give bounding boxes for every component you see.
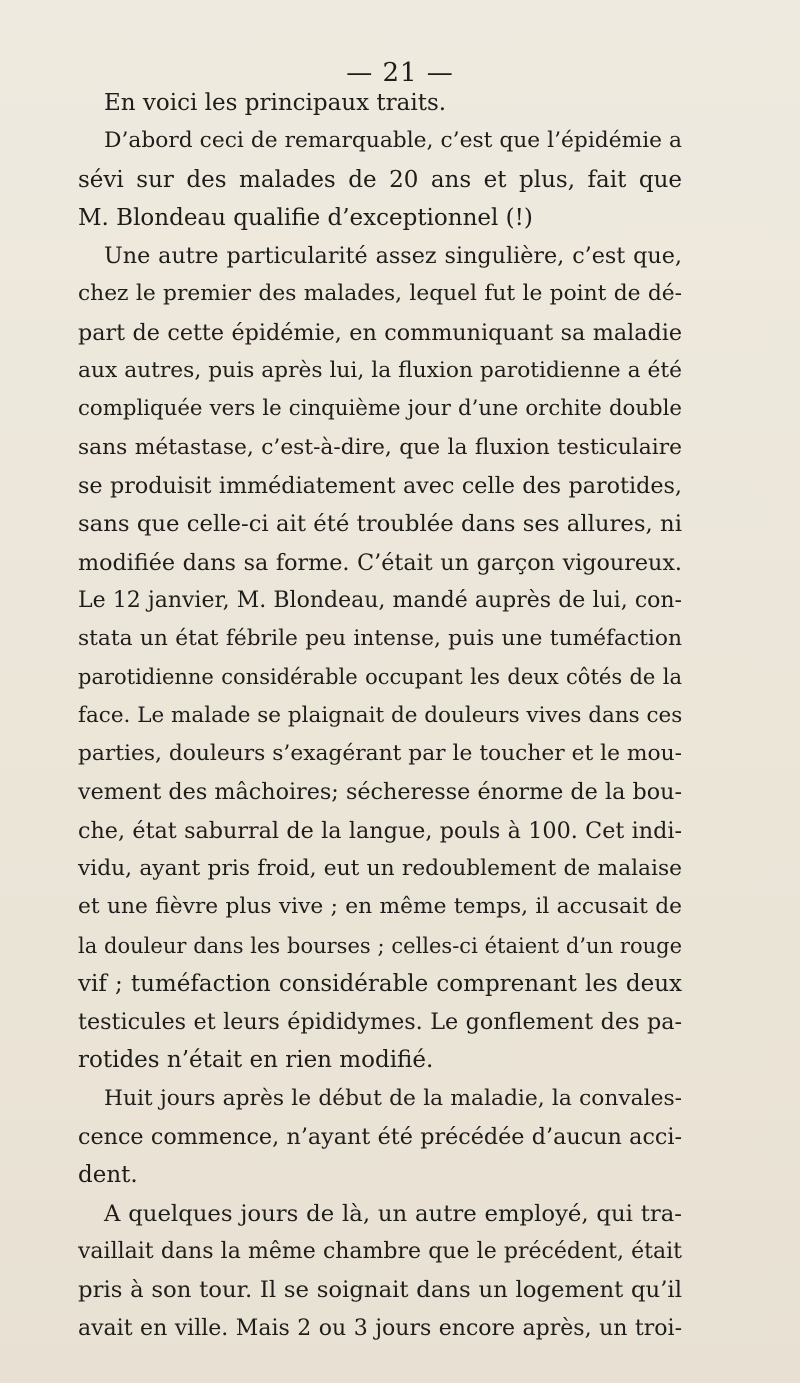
text-line: testicules et leurs épididymes. Le gonflement des pa-: [78, 1009, 682, 1036]
text-line: avait en ville. Mais 2 ou 3 jours encore après, un troi-: [78, 1315, 682, 1341]
text-line: pris à son tour. Il se soignait dans un logement qu’il: [78, 1277, 682, 1304]
text-line: part de cette épidémie, en communiquant sa maladie: [78, 319, 682, 346]
text-line: vif ; tuméfaction considérable comprenant les deux: [78, 970, 682, 997]
text-line: parties, douleurs s’exagérant par le toucher et le mou-: [78, 741, 682, 767]
text-line: stata un état fébrile peu intense, puis une tuméfaction: [78, 626, 682, 652]
text-line: se produisit immédiatement avec celle des parotides,: [78, 472, 682, 499]
text-line: chez le premier des malades, lequel fut le point de dé-: [78, 281, 682, 307]
text-line: modifiée dans sa forme. C’était un garçon vigoureux.: [78, 549, 682, 576]
page-number: — 21 —: [346, 58, 454, 88]
text-line: che, état saburral de la langue, pouls à 100. Cet indi-: [78, 817, 682, 844]
text-line: D’abord ceci de remarquable, c’est que l’épidémie a: [104, 128, 682, 154]
text-line: En voici les principaux traits.: [104, 90, 447, 116]
text-line: sévi sur des malades de 20 ans et plus, fait que: [78, 166, 682, 193]
text-line: parotidienne considérable occupant les deux côtés de la: [78, 665, 682, 690]
text-line: sans métastase, c’est-à-dire, que la fluxion testiculaire: [78, 434, 682, 460]
text-line: vement des mâchoires; sécheresse énorme de la bou-: [78, 779, 682, 806]
text-line: aux autres, puis après lui, la fluxion parotidienne a été: [78, 358, 682, 384]
body-text: [78, 84, 682, 1348]
text-line: sans que celle-ci ait été troublée dans ses allures, ni: [78, 511, 682, 538]
text-line: et une fièvre plus vive ; en même temps, il accusait de: [78, 894, 682, 920]
text-line: dent.: [78, 1162, 138, 1189]
text-line: cence commence, n’ayant été précédée d’aucun acci-: [78, 1124, 682, 1151]
text-line: M. Blondeau qualifie d’exceptionnel (!): [78, 204, 533, 231]
text-line: rotides n’était en rien modifié.: [78, 1047, 434, 1074]
text-line: vidu, ayant pris froid, eut un redoublement de malaise: [78, 855, 682, 881]
text-line: vaillait dans la même chambre que le précédent, était: [78, 1238, 682, 1264]
text-line: Huit jours après le début de la maladie, la convales-: [104, 1085, 682, 1111]
text-line: Le 12 janvier, M. Blondeau, mandé auprès de lui, con-: [78, 587, 682, 613]
text-line: A quelques jours de là, un autre employé, qui tra-: [104, 1200, 682, 1227]
text-line: la douleur dans les bourses ; celles-ci étaient d’un rouge: [78, 933, 682, 958]
text-line: face. Le malade se plaignait de douleurs vives dans ces: [78, 702, 683, 728]
text-line: Une autre particularité assez singulière, c’est que,: [104, 243, 682, 270]
text-line: compliquée vers le cinquième jour d’une orchite double: [78, 396, 682, 422]
